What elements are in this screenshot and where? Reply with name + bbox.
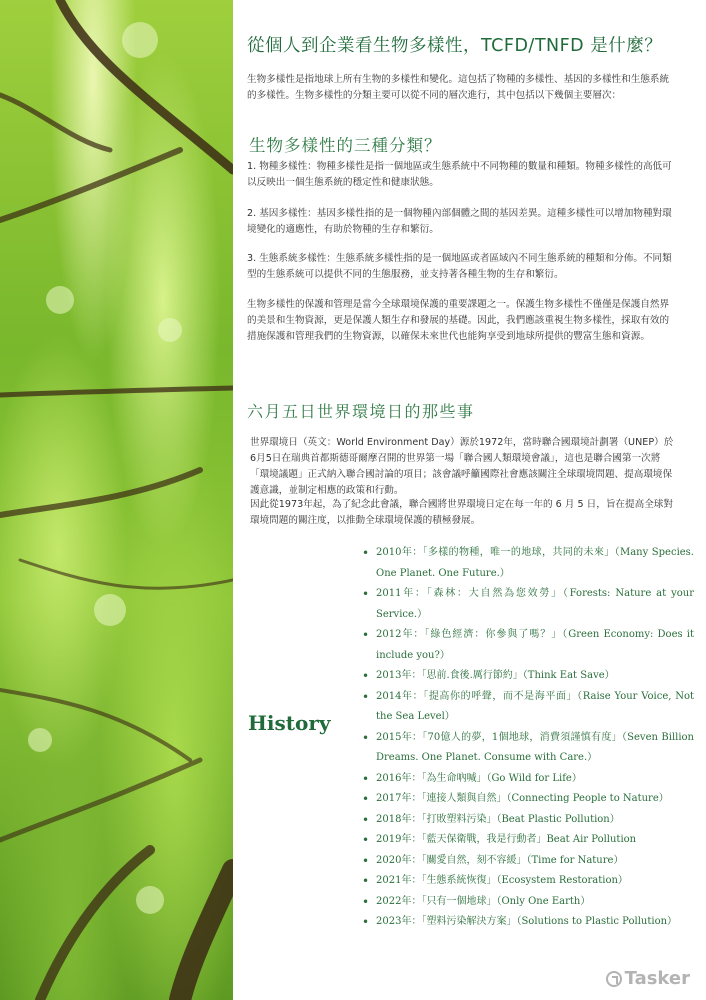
- history-theme-list: [361, 543, 694, 933]
- env-day-date-paragraph: 因此從1973年起，為了紀念此會議，聯合國將世界環境日定在每一年的 6 月 5 日，旨在提高全球對環境問題的關注度，以推動全球環境保護的積極發展。: [250, 499, 673, 526]
- history-item-2018: • 2018年：「打敗塑料污染」（Beat Plastic Pollution）: [376, 810, 694, 831]
- history-item-2016: • 2016年：「為生命吶喊」（Go Wild for Life）: [376, 769, 694, 790]
- history-item-2012: • 2012年：「綠色經濟：你參與了嗎？」（Green Economy: Does it include you?）: [376, 625, 694, 666]
- watermark-text: Tasker: [624, 968, 690, 989]
- history-item-2019: • 2019年：「藍天保衛戰，我是行動者」Beat Air Pollution: [376, 830, 694, 851]
- species-diversity-paragraph: 1. 物種多樣性：物種多樣性是指一個地區或生態系統中不同物種的數量和種類。物種多樣性的高低可以反映出一個生態系統的穩定性和健康狀態。: [247, 161, 672, 188]
- genetic-diversity-paragraph: 2. 基因多樣性：基因多樣性指的是一個物種內部個體之間的基因差異。這種多樣性可以增加物種對環境變化的適應性，有助於物種的生存和繁衍。: [247, 208, 672, 235]
- history-item-2020: • 2020年：「關愛自然，刻不容緩」（Time for Nature）: [376, 851, 694, 872]
- intro-paragraph: 生物多樣性是指地球上所有生物的多樣性和變化。這包括了物種的多樣性、基因的多樣性和生態系統的多樣性。生物多樣性的分類主要可以從不同的層次進行，其中包括以下幾個主要層次：: [247, 74, 670, 101]
- tasker-watermark: [606, 968, 690, 989]
- history-item-2017: • 2017年：「連接人類與自然」（Connecting People to Nature）: [376, 789, 694, 810]
- history-item-2022: • 2022年：「只有一個地球」（Only One Earth）: [376, 892, 694, 913]
- history-item-2021: • 2021年：「生態系統恢復」（Ecosystem Restoration）: [376, 871, 694, 892]
- history-item-2013: • 2013年：「思前.食後.厲行節約」（Think Eat Save）: [376, 666, 694, 687]
- history-item-2011: • 2011年：「森林：大自然為您效勞」（Forests: Nature at your Service.）: [376, 584, 694, 625]
- ecosystem-diversity-paragraph: 3. 生態系統多樣性：生態系統多樣性指的是一個地區或者區域內不同生態系統的種類和分佈。不同類型的生態系統可以提供不同的生態服務，並支持著各種生物的生存和繁衍。: [247, 253, 672, 280]
- env-day-heading: 六月五日世界環境日的那些事: [247, 402, 475, 421]
- history-item-2023: • 2023年：「塑料污染解決方案」（Solutions to Plastic Pollution）: [376, 912, 694, 933]
- page-title: 從個人到企業看生物多樣性，TCFD/TNFD 是什麼？: [247, 36, 663, 56]
- forest-canopy-photo: [0, 0, 233, 1000]
- conclusion-paragraph: 生物多樣性的保護和管理是當今全球環境保護的重要課題之一。保護生物多樣性不僅僅是保護自然界的美景和生物資源，更是保護人類生存和發展的基礎。因此，我們應該重視生物多樣性，採取有效的措施保護和管理我們的生物資源，以確保未來世代也能夠享受到地球所提供的豐富生態和資源。: [247, 299, 670, 342]
- history-item-2010: • 2010年：「多樣的物種，唯一的地球，共同的未來」（Many Species. One Planet. One Future.）: [376, 543, 694, 584]
- tasker-logo-icon: [606, 971, 622, 987]
- history-label: History: [248, 711, 331, 735]
- classification-heading: 生物多樣性的三種分類？: [249, 136, 442, 155]
- tree-branches-illustration: [0, 0, 233, 1000]
- history-item-2015: • 2015年：「70億人的夢，1個地球，消費須謹慎有度」（Seven Billion Dreams. One Planet. Consume with Care.）: [376, 728, 694, 769]
- article-content: [233, 0, 706, 1000]
- env-day-origin-paragraph: 世界環境日（英文：World Environment Day）源於1972年，當時聯合國環境計劃署（UNEP）於6月5日在瑞典首都斯德哥爾摩召開的世界第一場「聯合國人類環境會議」，這也是聯合國第一次將「環境議題」正式納入聯合國討論的項目；該會議呼籲國際社會應該關注全球環境問題、提高環境保護意識，並制定相應的政策和行動。: [250, 437, 674, 496]
- history-item-2014: • 2014年：「提高你的呼聲，而不是海平面」（Raise Your Voice, Not the Sea Level）: [376, 687, 694, 728]
